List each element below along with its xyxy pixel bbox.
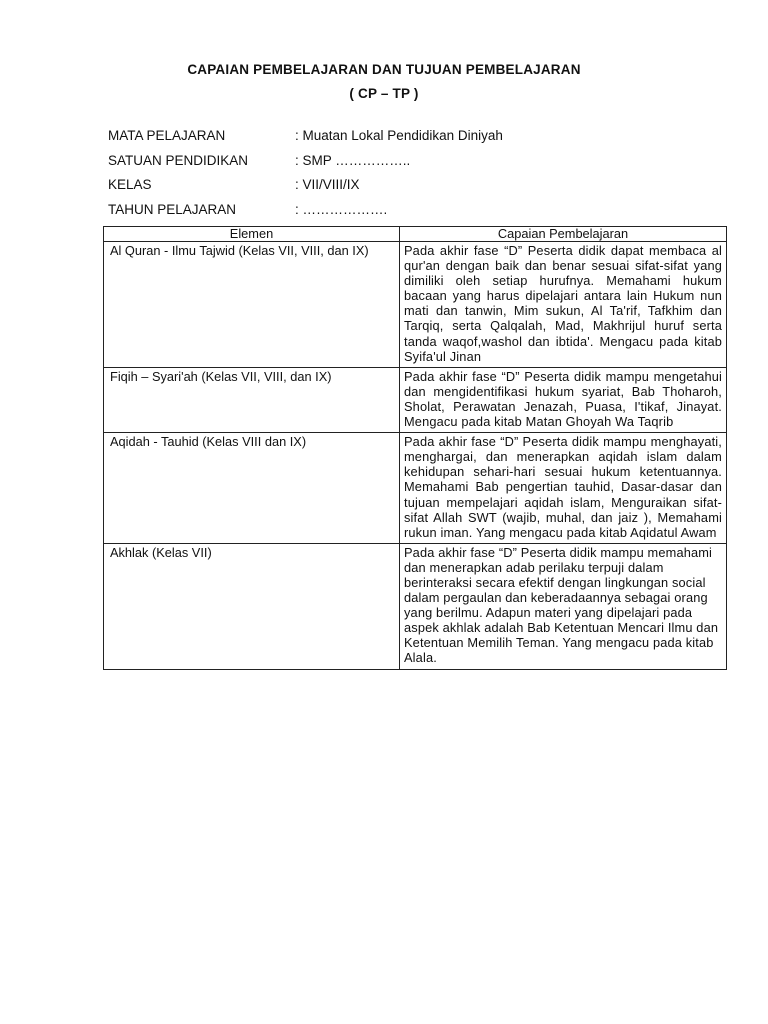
meta-row-school	[108, 153, 503, 178]
table-header-row	[104, 227, 727, 242]
meta-row-year	[108, 202, 503, 227]
meta-label: TAHUN PELAJARAN	[108, 201, 237, 217]
table-row	[104, 367, 727, 432]
meta-value: : VII/VIII/IX	[295, 177, 360, 192]
meta-value: : SMP ……………..	[295, 152, 411, 168]
header-capaian: Capaian Pembelajaran	[400, 227, 727, 242]
meta-label: KELAS	[108, 177, 152, 192]
meta-label: MATA PELAJARAN	[108, 128, 226, 143]
meta-row-subject	[108, 128, 503, 153]
capaian-cell: Pada akhir fase “D” Peserta didik dapat membaca al qur'an dengan baik dan benar sesuai sifat-sifat yang dimiliki oleh setiap hurufnya. Memahami hukum bacaan yang harus dipelajari antara lain Hukum nun mati dan tanwin, Mim sukun, Al Ta'rif, Tafkhim dan Tarqiq, serta Qalqalah, Mad, Makhrijul huruf serta tanda waqof,washol dan ibtida'. Mengacu pada kitab Syifa'ul Jinan	[400, 242, 727, 368]
elemen-cell: Fiqih – Syari'ah (Kelas VII, VIII, dan IX)	[104, 367, 400, 432]
elemen-cell: Akhlak (Kelas VII)	[104, 543, 400, 669]
table-row	[104, 433, 727, 544]
header-elemen: Elemen	[104, 227, 400, 242]
elemen-cell: Aqidah - Tauhid (Kelas VIII dan IX)	[104, 433, 400, 544]
meta-row-class	[108, 177, 503, 202]
capaian-cell: Pada akhir fase “D” Peserta didik mampu mengetahui dan mengidentifikasi hukum syariat, Bab Thoharoh, Sholat, Perawatan Jenazah, Puasa, I'tikaf, Jinayat. Mengacu pada kitab Matan Ghoyah Wa Taqrib	[400, 367, 727, 432]
identity-block	[108, 128, 503, 226]
elemen-cell: Al Quran - Ilmu Tajwid (Kelas VII, VIII, dan IX)	[104, 242, 400, 368]
document-title: CAPAIAN PEMBELAJARAN DAN TUJUAN PEMBELAJARAN	[187, 62, 581, 77]
table-row	[104, 242, 727, 368]
capaian-cell: Pada akhir fase “D” Peserta didik mampu menghayati, menghargai, dan menerapkan aqidah islam dalam kehidupan sehari-hari sesuai hukum ketentuannya. Memahami Bab pengertian tauhid, Dasar-dasar dan tujuan mempelajari aqidah islam, Menguraikan sifat-sifat Allah SWT (wajib, muhal, dan jaiz ), Memahami rukun iman. Yang mengacu pada kitab Aqidatul Awam	[400, 433, 727, 544]
meta-value: : ……………….	[295, 201, 388, 217]
capaian-table	[103, 226, 727, 670]
capaian-cell: Pada akhir fase “D” Peserta didik mampu memahami dan menerapkan adab perilaku terpuji dalam berinteraksi secara efektif dengan lingkungan social dalam pergaulan dan keberadaannya sebagai orang yang berilmu. Adapun materi yang dipelajari pada aspek akhlak adalah Bab Ketentuan Mencari Ilmu dan Ketentuan Memilih Teman. Yang mengacu pada kitab Alala.	[400, 543, 727, 669]
meta-value: : Muatan Lokal Pendidikan Diniyah	[295, 128, 503, 143]
table-row	[104, 543, 727, 669]
meta-label: SATUAN PENDIDIKAN	[108, 152, 249, 168]
document-subtitle: ( CP – TP )	[349, 86, 419, 101]
